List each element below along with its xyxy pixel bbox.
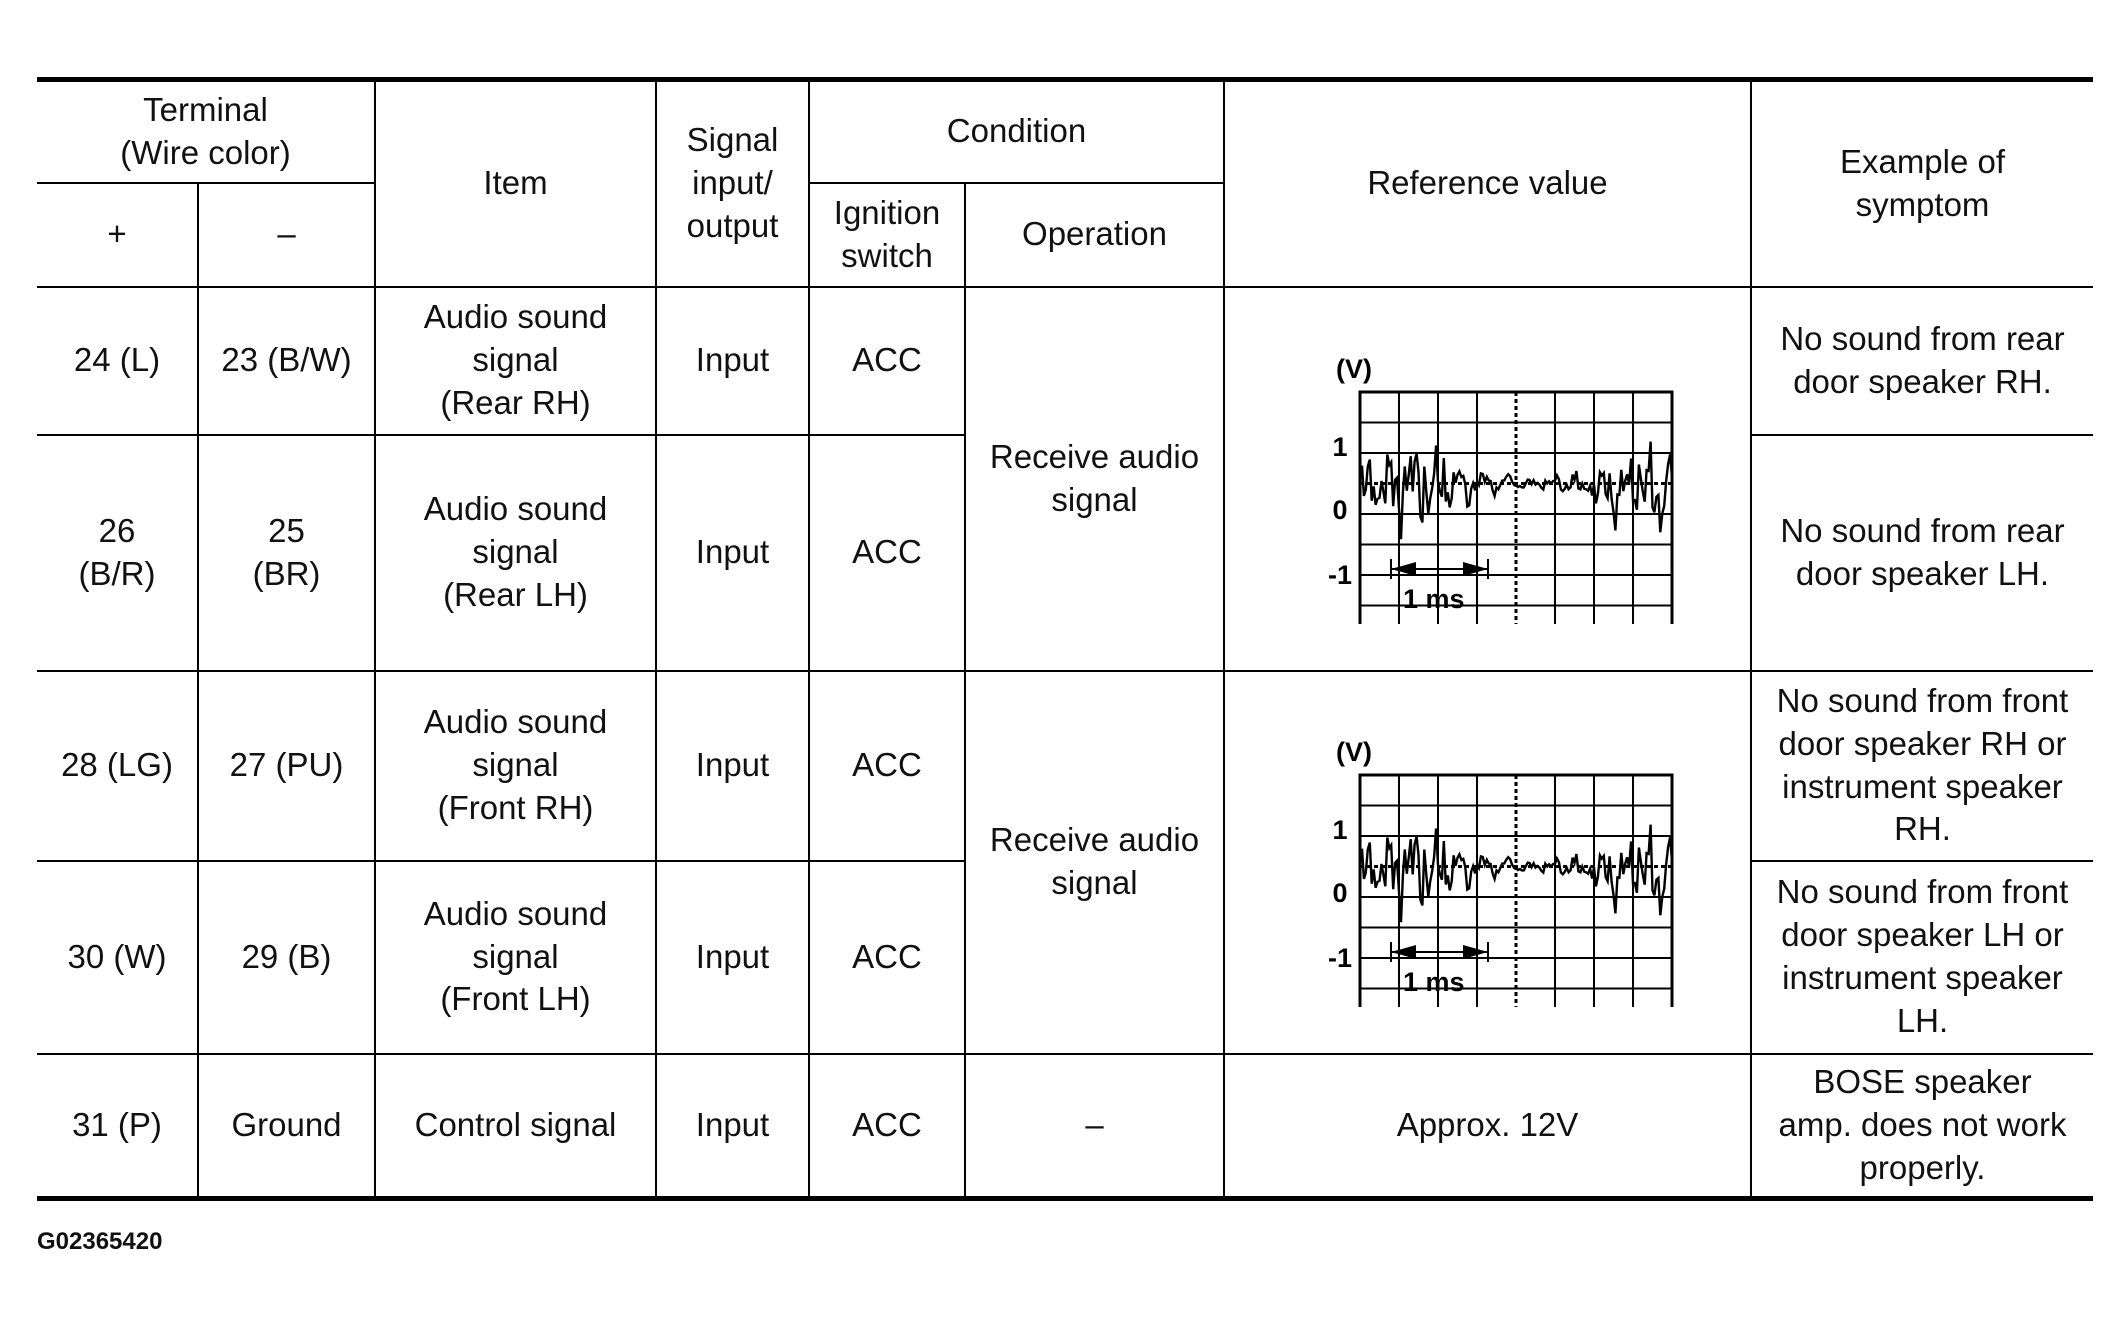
header-plus: + [37, 183, 198, 287]
signal-cell: Input [656, 435, 809, 671]
signal-cell: Input [656, 1054, 809, 1199]
waveform-y-label-neg1: -1 [1327, 943, 1352, 973]
waveform-y-label-neg1: -1 [1327, 559, 1352, 590]
terminal-minus: 27 (PU) [198, 671, 375, 861]
terminal-minus: 25 (BR) [198, 435, 375, 671]
header-minus: – [198, 183, 375, 287]
header-reference: Reference value [1224, 80, 1751, 287]
operation-cell-rear: Receive audio signal [965, 287, 1224, 671]
item-cell: Audio sound signal (Front LH) [375, 861, 656, 1054]
waveform-chart [1288, 717, 1688, 1007]
signal-cell: Input [656, 287, 809, 435]
header-terminal: Terminal (Wire color) [37, 80, 375, 183]
figure-code: G02365420 [37, 1228, 163, 1255]
terminal-plus: 28 (LG) [37, 671, 198, 861]
ignition-cell: ACC [809, 1054, 965, 1199]
ignition-cell: ACC [809, 671, 965, 861]
waveform-y-label-0: 0 [1331, 878, 1348, 908]
ignition-cell: ACC [809, 287, 965, 435]
item-cell: Audio sound signal (Front RH) [375, 671, 656, 861]
waveform-time-label: 1 ms [1402, 967, 1465, 997]
waveform-unit: (V) [1335, 353, 1372, 384]
item-cell: Control signal [375, 1054, 656, 1199]
header-signal: Signal input/ output [656, 80, 809, 287]
table-row [37, 671, 2093, 861]
terminal-plus: 31 (P) [37, 1054, 198, 1199]
operation-cell-front: Receive audio signal [965, 671, 1224, 1054]
waveform-y-label-0: 0 [1331, 494, 1348, 525]
terminal-plus: 30 (W) [37, 861, 198, 1054]
item-cell: Audio sound signal (Rear RH) [375, 287, 656, 435]
waveform-time-label: 1 ms [1402, 583, 1465, 614]
terminal-minus: Ground [198, 1054, 375, 1199]
header-ignition: Ignition switch [809, 183, 965, 287]
terminal-minus: 23 (B/W) [198, 287, 375, 435]
ignition-cell: ACC [809, 435, 965, 671]
terminal-spec-table [37, 77, 2093, 1201]
reference-cell: Approx. 12V [1224, 1054, 1751, 1199]
table-row [37, 1054, 2093, 1199]
header-operation: Operation [965, 183, 1224, 287]
symptom-cell: No sound from rear door speaker RH. [1751, 287, 2093, 435]
signal-cell: Input [656, 861, 809, 1054]
header-row [37, 80, 2093, 183]
operation-cell: – [965, 1054, 1224, 1199]
terminal-plus: 26 (B/R) [37, 435, 198, 671]
waveform-y-label-1: 1 [1331, 431, 1348, 462]
reference-waveform-front [1224, 671, 1751, 1054]
ignition-cell: ACC [809, 861, 965, 1054]
header-condition: Condition [809, 80, 1224, 183]
item-cell: Audio sound signal (Rear LH) [375, 435, 656, 671]
header-item: Item [375, 80, 656, 287]
waveform-y-label-1: 1 [1331, 815, 1348, 845]
symptom-cell: BOSE speaker amp. does not work properly. [1751, 1054, 2093, 1199]
header-symptom: Example of symptom [1751, 80, 2093, 287]
reference-waveform-rear [1224, 287, 1751, 671]
symptom-cell: No sound from front door speaker RH or instrument speaker RH. [1751, 671, 2093, 861]
symptom-cell: No sound from rear door speaker LH. [1751, 435, 2093, 671]
waveform-unit: (V) [1335, 737, 1372, 767]
terminal-minus: 29 (B) [198, 861, 375, 1054]
table-row [37, 287, 2093, 435]
symptom-cell: No sound from front door speaker LH or instrument speaker LH. [1751, 861, 2093, 1054]
waveform-chart [1288, 334, 1688, 624]
terminal-plus: 24 (L) [37, 287, 198, 435]
signal-cell: Input [656, 671, 809, 861]
